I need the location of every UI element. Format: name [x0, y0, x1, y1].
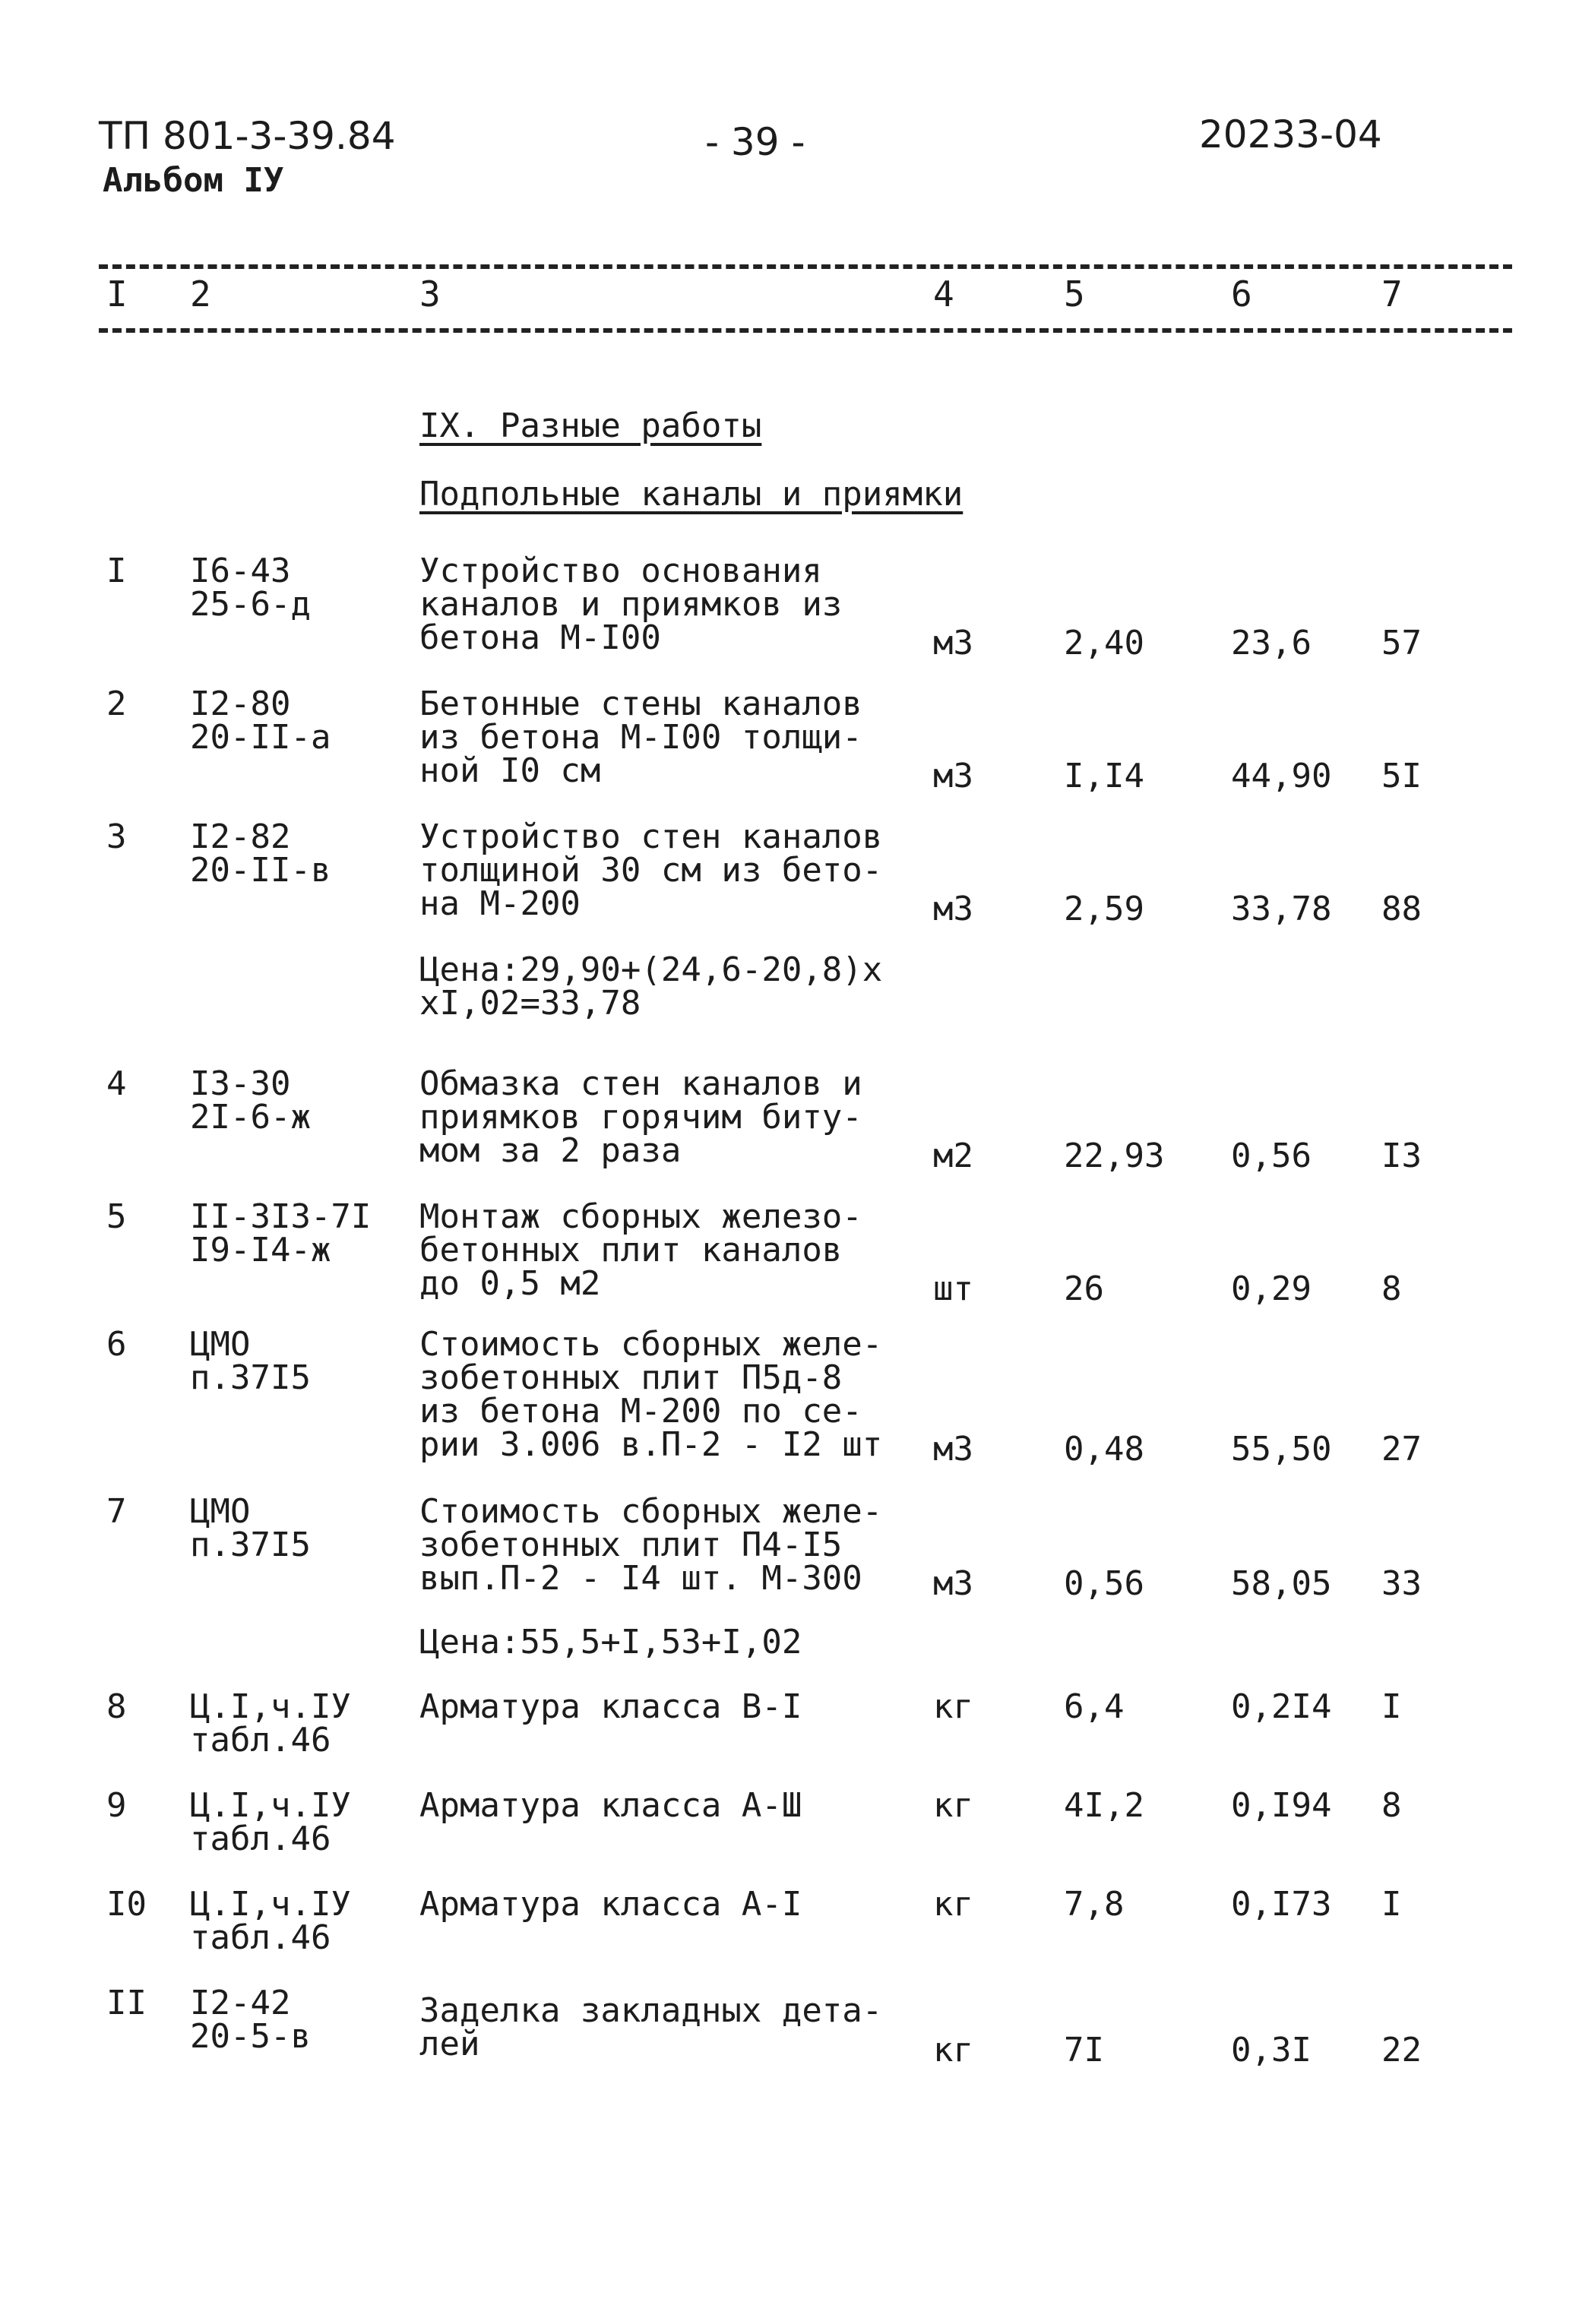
work-description: Монтаж сборных железо- [419, 1197, 862, 1236]
work-description: толщиной 30 см из бето- [419, 851, 883, 890]
column-number: 6 [1231, 274, 1252, 315]
column-number: I [106, 274, 128, 315]
price-note-line: Цена:29,90+(24,6-20,8)х [419, 950, 883, 989]
unit: м3 [933, 757, 973, 795]
work-description: на М-200 [419, 884, 581, 923]
total: 88 [1381, 890, 1422, 928]
unit: м3 [933, 624, 973, 662]
quantity: 0,48 [1064, 1430, 1144, 1469]
total: 8 [1381, 1786, 1402, 1825]
total: 57 [1381, 624, 1422, 662]
work-description: Обмазка стен каналов и [419, 1064, 862, 1103]
work-description: вып.П-2 - I4 шт. М-300 [419, 1559, 862, 1598]
price-note-line: хI,02=33,78 [419, 984, 641, 1023]
quantity: 4I,2 [1064, 1786, 1144, 1825]
norm-code: ЦМО [190, 1492, 251, 1531]
norm-code: 25-6-д [190, 585, 311, 624]
work-description: Заделка закладных дета- [419, 1991, 883, 2030]
work-description: из бетона М-200 по се- [419, 1392, 862, 1431]
total: 33 [1381, 1564, 1422, 1603]
unit: шт [933, 1270, 973, 1308]
unit-price: 44,90 [1231, 757, 1332, 795]
total: I [1381, 1885, 1402, 1924]
row-number: 8 [106, 1687, 127, 1726]
row-number: 9 [106, 1786, 127, 1825]
norm-code: табл.46 [190, 1721, 331, 1760]
norm-code: ЦМО [190, 1325, 251, 1364]
total: 22 [1381, 2031, 1422, 2069]
norm-code: II-3I3-7I [190, 1197, 372, 1236]
work-description: Арматура класса А-Ш [419, 1786, 802, 1825]
quantity: 0,56 [1064, 1564, 1144, 1603]
norm-code: I2-82 [190, 817, 291, 856]
total: 5I [1381, 757, 1422, 795]
unit-price: 33,78 [1231, 890, 1332, 928]
work-description: Стоимость сборных желе- [419, 1492, 883, 1531]
work-description: бетонных плит каналов [419, 1231, 843, 1270]
quantity: 6,4 [1064, 1687, 1125, 1726]
quantity: 22,93 [1064, 1137, 1165, 1175]
norm-code: I3-30 [190, 1064, 291, 1103]
norm-code: 20-II-в [190, 851, 331, 890]
work-description: Устройство стен каналов [419, 817, 883, 856]
quantity: 26 [1064, 1270, 1104, 1308]
unit-price: 0,I73 [1231, 1885, 1332, 1924]
unit: м3 [933, 1430, 973, 1469]
archive-number: 20233-04 [1199, 112, 1382, 157]
unit-price: 0,29 [1231, 1270, 1312, 1308]
work-description: ной I0 см [419, 751, 601, 790]
norm-code: табл.46 [190, 1918, 331, 1957]
row-number: I0 [106, 1885, 147, 1924]
unit-price: 0,3I [1231, 2031, 1312, 2069]
norm-code: Ц.I,ч.IУ [190, 1687, 351, 1726]
unit-price: 55,50 [1231, 1430, 1332, 1469]
norm-code: табл.46 [190, 1820, 331, 1858]
work-description: бетона М-I00 [419, 618, 661, 657]
column-number: 2 [190, 274, 211, 315]
page-number: - 39 - [705, 120, 805, 164]
unit-price: 58,05 [1231, 1564, 1332, 1603]
unit: м3 [933, 890, 973, 928]
doc-code: ТП 801-3-39.84 [99, 114, 396, 158]
unit: кг [933, 2031, 973, 2069]
quantity: 7,8 [1064, 1885, 1125, 1924]
total: I [1381, 1687, 1402, 1726]
work-description: Стоимость сборных желе- [419, 1325, 883, 1364]
norm-code: 2I-6-ж [190, 1098, 311, 1137]
work-description: приямков горячим биту- [419, 1098, 862, 1137]
row-number: I [106, 552, 127, 590]
work-description: Арматура класса В-I [419, 1687, 802, 1726]
quantity: 2,40 [1064, 624, 1144, 662]
total: 27 [1381, 1430, 1422, 1469]
column-number: 5 [1064, 274, 1085, 315]
work-description: зобетонных плит П4-I5 [419, 1526, 843, 1564]
work-description: Арматура класса А-I [419, 1885, 802, 1924]
section-title: IX. Разные работы [419, 406, 762, 445]
row-number: 4 [106, 1064, 127, 1103]
work-description: до 0,5 м2 [419, 1264, 601, 1303]
norm-code: I2-80 [190, 685, 291, 723]
price-note-line: Цена:55,5+I,53+I,02 [419, 1623, 802, 1662]
row-number: 3 [106, 817, 127, 856]
column-number: 4 [933, 274, 954, 315]
column-number: 3 [419, 274, 441, 315]
total: I3 [1381, 1137, 1422, 1175]
row-number: 6 [106, 1325, 127, 1364]
work-description: лей [419, 2025, 480, 2063]
unit: м2 [933, 1137, 973, 1175]
norm-code: 20-II-а [190, 718, 331, 757]
row-number: 5 [106, 1197, 127, 1236]
unit-price: 0,2I4 [1231, 1687, 1332, 1726]
norm-code: I6-43 [190, 552, 291, 590]
work-description: Бетонные стены каналов [419, 685, 862, 723]
norm-code: п.37I5 [190, 1526, 311, 1564]
unit-price: 0,I94 [1231, 1786, 1332, 1825]
unit-price: 23,6 [1231, 624, 1312, 662]
norm-code: I2-42 [190, 1984, 291, 2022]
norm-code: 20-5-в [190, 2017, 311, 2056]
column-number: 7 [1381, 274, 1403, 315]
top-dashed-rule [99, 264, 1512, 269]
unit: кг [933, 1786, 973, 1825]
norm-code: Ц.I,ч.IУ [190, 1885, 351, 1924]
norm-code: I9-I4-ж [190, 1231, 331, 1270]
work-description: мом за 2 раза [419, 1131, 682, 1170]
work-description: рии 3.006 в.П-2 - I2 шт [419, 1425, 883, 1464]
quantity: 2,59 [1064, 890, 1144, 928]
work-description: из бетона М-I00 толщи- [419, 718, 862, 757]
quantity: I,I4 [1064, 757, 1144, 795]
norm-code: Ц.I,ч.IУ [190, 1786, 351, 1825]
bottom-dashed-rule [99, 328, 1512, 333]
row-number: 2 [106, 685, 127, 723]
work-description: Устройство основания [419, 552, 822, 590]
row-number: 7 [106, 1492, 127, 1531]
section-subtitle: Подпольные каналы и приямки [419, 475, 964, 514]
work-description: каналов и приямков из [419, 585, 843, 624]
unit: кг [933, 1687, 973, 1726]
unit: м3 [933, 1564, 973, 1603]
total: 8 [1381, 1270, 1402, 1308]
norm-code: п.37I5 [190, 1358, 311, 1397]
quantity: 7I [1064, 2031, 1104, 2069]
unit: кг [933, 1885, 973, 1924]
row-number: II [106, 1984, 147, 2022]
unit-price: 0,56 [1231, 1137, 1312, 1175]
work-description: зобетонных плит П5д-8 [419, 1358, 843, 1397]
album-label: Альбом IУ [103, 161, 284, 200]
